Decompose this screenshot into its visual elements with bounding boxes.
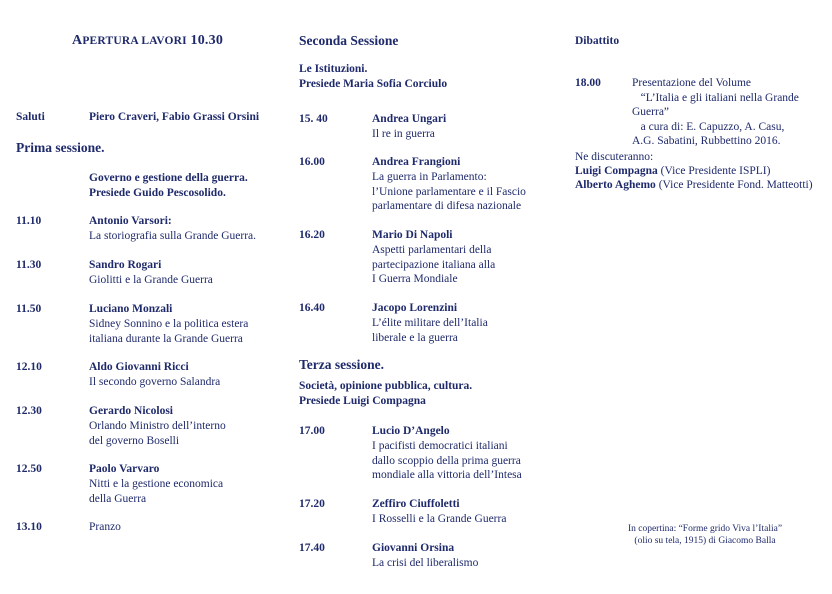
presentation-text: Presentazione del Volume “L’Italia e gli italiani nella Grande Guerra” a cura di: E. Capuzzo, A. Casu, A.G. Sabatini, Rubbettino 2016. xyxy=(632,77,799,147)
talk-speaker: Sandro Rogari xyxy=(89,259,162,271)
talk-time: 12.50 xyxy=(16,463,42,475)
talk-time: 16.40 xyxy=(299,302,325,314)
greetings-label: Saluti xyxy=(16,111,45,123)
talk-time: 16.00 xyxy=(299,156,325,168)
talk-time: 12.30 xyxy=(16,405,42,417)
talk-speaker: Andrea Ungari xyxy=(372,113,447,125)
talk-speaker: Zeffiro Ciuffoletti xyxy=(372,498,460,510)
talk-title: Sidney Sonnino e la politica estera italiana durante la Grande Guerra xyxy=(89,318,249,345)
talk-speaker: Mario Di Napoli xyxy=(372,229,453,241)
talk-speaker: Paolo Varvaro xyxy=(89,463,160,475)
talk-time: 16.20 xyxy=(299,229,325,241)
greetings-names: Piero Craveri, Fabio Grassi Orsini xyxy=(89,111,260,123)
cover-caption-line2: (olio su tela, 1915) di Giacomo Balla xyxy=(634,536,776,546)
discussant-name: Luigi Compagna xyxy=(575,165,658,177)
discussant-row xyxy=(575,178,813,193)
talk-time: 11.50 xyxy=(16,303,42,315)
discussants-label: Ne discuteranno: xyxy=(575,151,654,163)
opening-time: 10.30 xyxy=(190,33,224,48)
talk-time: 17.40 xyxy=(299,542,325,554)
cover-caption-line1: In copertina: “Forme grido Viva l’Italia” xyxy=(627,524,783,534)
talk-title: I pacifisti democratici italiani dallo scoppio della prima guerra mondiale alla vittoria dell’Intesa xyxy=(372,440,522,481)
lunch-label: Pranzo xyxy=(89,521,121,533)
session2-subtitle: Le Istituzioni. Presiede Maria Sofia Corciulo xyxy=(299,63,448,90)
talk-time: 15. 40 xyxy=(299,113,328,125)
talk-speaker: Antonio Varsori: xyxy=(89,215,172,227)
talk-title: Giolitti e la Grande Guerra xyxy=(89,274,213,286)
talk-speaker: Gerardo Nicolosi xyxy=(89,405,173,417)
talk-title: La guerra in Parlamento: l’Unione parlamentare e il Fascio parlamentare di difesa nazionale xyxy=(372,171,526,212)
session3-subtitle: Società, opinione pubblica, cultura. Presiede Luigi Compagna xyxy=(299,380,473,407)
discussant-role: (Vice Presidente ISPLI) xyxy=(660,165,771,177)
discussant-row xyxy=(575,164,770,179)
talk-time: 17.00 xyxy=(299,425,325,437)
opening-initial: A xyxy=(72,33,83,48)
talk-title: La crisi del liberalismo xyxy=(372,557,479,569)
talk-title: Il re in guerra xyxy=(372,128,435,140)
opening-heading xyxy=(72,34,223,49)
cover-caption xyxy=(590,523,820,547)
talk-speaker: Lucio D’Angelo xyxy=(372,425,450,437)
talk-speaker: Aldo Giovanni Ricci xyxy=(89,361,189,373)
talk-time: 12.10 xyxy=(16,361,42,373)
talk-time: 11.30 xyxy=(16,259,42,271)
talk-title: La storiografia sulla Grande Guerra. xyxy=(89,230,256,242)
talk-title: I Rosselli e la Grande Guerra xyxy=(372,513,507,525)
talk-speaker: Andrea Frangioni xyxy=(372,156,461,168)
session3-title: Terza sessione. xyxy=(299,357,384,372)
opening-label: PERTURA LAVORI xyxy=(82,35,187,47)
talk-title: Il secondo governo Salandra xyxy=(89,376,221,388)
talk-speaker: Jacopo Lorenzini xyxy=(372,302,458,314)
talk-speaker: Luciano Monzali xyxy=(89,303,173,315)
presentation-time: 18.00 xyxy=(575,77,601,89)
talk-title: Orlando Ministro dell’interno del governo Boselli xyxy=(89,420,226,447)
talk-time: 17.20 xyxy=(299,498,325,510)
session2-title: Seconda Sessione xyxy=(299,33,399,48)
talk-title: Nitti e la gestione economica della Guerra xyxy=(89,478,224,505)
discussant-role: (Vice Presidente Fond. Matteotti) xyxy=(658,179,813,191)
talk-title: L’élite militare dell’Italia liberale e la guerra xyxy=(372,317,488,344)
talk-time: 11.10 xyxy=(16,215,42,227)
debate-title: Dibattito xyxy=(575,35,620,47)
lunch-time: 13.10 xyxy=(16,521,42,533)
talk-title: Aspetti parlamentari della partecipazione italiana alla I Guerra Mondiale xyxy=(372,244,496,285)
session1-subtitle: Governo e gestione della guerra. Presiede Guido Pescosolido. xyxy=(89,172,248,199)
talk-speaker: Giovanni Orsina xyxy=(372,542,455,554)
discussant-name: Alberto Aghemo xyxy=(575,179,656,191)
session1-title: Prima sessione. xyxy=(16,140,105,155)
